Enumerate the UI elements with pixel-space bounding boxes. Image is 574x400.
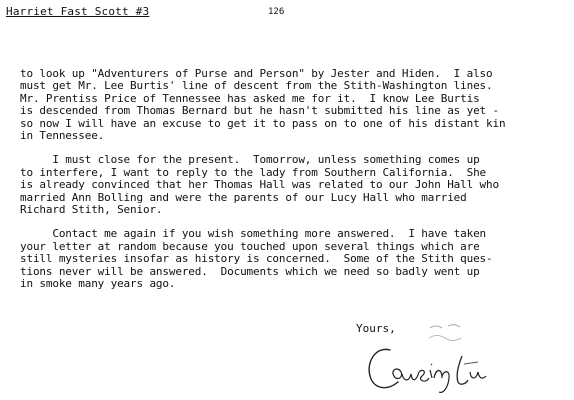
text-line: I must close for the present. Tomorrow, unless something comes up	[20, 153, 480, 167]
paragraph	[20, 154, 570, 216]
handwritten-signature	[364, 342, 504, 398]
page-number: 126	[268, 7, 285, 17]
text-line: is already convinced that her Thomas Hall was related to our John Hall who	[20, 178, 499, 192]
text-line: tions never will be answered. Documents which we need so badly went up	[20, 264, 480, 278]
text-line: in smoke many years ago.	[20, 277, 176, 291]
text-line: your letter at random because you touched upon several things which are	[20, 239, 480, 253]
text-line: must get Mr. Lee Burtis' line of descent from the Stith-Washington lines.	[20, 79, 493, 93]
pen-mark	[426, 322, 466, 344]
text-line: is descended from Thomas Bernard but he hasn't submitted his line as yet -	[20, 104, 499, 118]
text-line: Contact me again if you wish something more answered. I have taken	[20, 227, 487, 241]
text-line: to interfere, I want to reply to the lady from Southern California. She	[20, 165, 487, 179]
text-line: in Tennessee.	[20, 129, 105, 143]
text-line: to look up "Adventurers of Purse and Person" by Jester and Hiden. I also	[20, 67, 493, 80]
text-line: Richard Stith, Senior.	[20, 203, 163, 217]
letter-body	[20, 68, 570, 291]
header-title: Harriet Fast Scott #3	[6, 5, 150, 18]
text-line: Mr. Prentiss Price of Tennessee has asked me for it. I know Lee Burtis	[20, 91, 480, 105]
paragraph	[20, 68, 570, 142]
paragraph	[20, 228, 570, 290]
text-line: married Ann Bolling and were the parents of our Lucy Hall who married	[20, 190, 467, 204]
closing: Yours,	[356, 322, 396, 335]
text-line: so now I will have an excuse to get it to pass on to one of his distant kin	[20, 116, 506, 130]
text-line: still mysteries insofar as history is concerned. Some of the Stith ques-	[20, 252, 493, 266]
